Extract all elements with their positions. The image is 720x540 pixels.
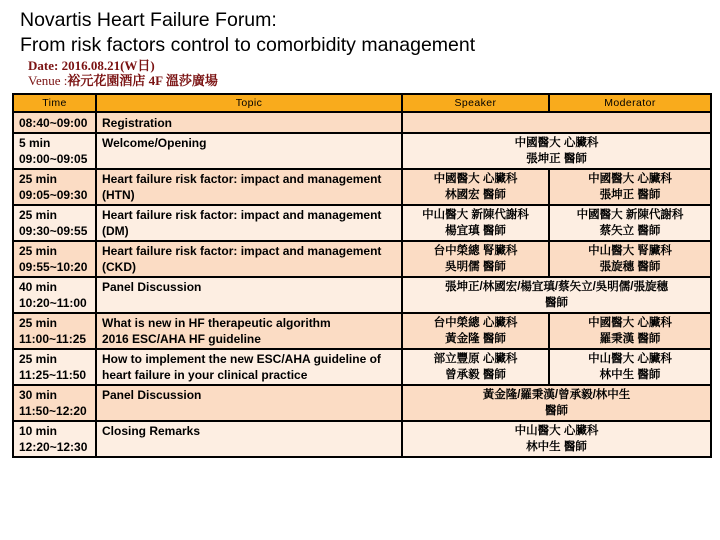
event-venue [28,73,218,88]
topic-cell [96,313,402,349]
time-range: 11:50~12:20 [19,404,87,418]
topic-cell [96,169,402,205]
column-header-moderator: Moderator [549,94,711,112]
time-range: 10:20~11:00 [19,296,87,310]
duration: 5 min [19,136,51,150]
event-date: Date: 2016.08.21(W日) [28,58,155,73]
time-cell [13,277,96,313]
table-row [13,349,711,385]
speaker-moderator-cell [402,112,711,133]
speaker-name: 林國宏 醫師 [445,189,506,201]
person-name: 林中生 醫師 [526,441,587,453]
topic-cell [96,349,402,385]
panelist-names: 張坤正/林國宏/楊宜瑱/蔡矢立/吳明儒/張旋穗 [445,281,668,293]
speaker-cell [402,241,549,277]
speaker-cell [402,169,549,205]
topic-text: Welcome/Opening [102,136,207,150]
moderator-affiliation: 中國醫大 新陳代謝科 [576,209,684,221]
speaker-affiliation: 中山醫大 新陳代謝科 [422,209,529,221]
time-range: 09:30~09:55 [19,224,88,238]
person-name: 張坤正 醫師 [526,153,587,165]
speaker-affiliation: 部立豐原 心臟科 [433,353,518,365]
speaker-affiliation: 台中榮總 腎臟科 [433,245,518,257]
table-row [13,241,711,277]
moderator-cell [549,349,711,385]
time-cell [13,169,96,205]
topic-text: Heart failure risk factor: impact and management [102,208,382,222]
table-row [13,133,711,169]
duration: 25 min [19,208,58,222]
table-row [13,112,711,133]
affiliation: 中國醫大 心臟科 [514,137,599,149]
table-row [13,205,711,241]
moderator-name: 張旋穗 醫師 [599,261,661,273]
moderator-cell [549,205,711,241]
title-line-1: Novartis Heart Failure Forum: [20,9,277,31]
agenda-table [12,93,712,458]
topic-text: Heart failure risk factor: impact and management [102,244,382,258]
time-cell [13,313,96,349]
table-row [13,313,711,349]
topic-text: Panel Discussion [102,280,202,294]
topic-cell [96,241,402,277]
topic-text: How to implement the new ESC/AHA guideline of [102,352,381,366]
panelist-title: 醫師 [545,297,568,309]
moderator-affiliation: 中山醫大 心臟科 [588,353,672,365]
speaker-name: 吳明儒 醫師 [445,261,506,273]
time-range: 09:05~09:30 [19,188,88,202]
duration: 25 min [19,172,58,186]
time-cell [13,205,96,241]
time-cell [13,241,96,277]
moderator-affiliation: 中山醫大 腎臟科 [588,245,672,257]
topic-subtext: (CKD) [102,260,136,274]
duration: 40 min [19,280,58,294]
topic-cell [96,205,402,241]
column-header-time: Time [13,94,96,112]
moderator-cell [549,169,711,205]
panelist-title: 醫師 [545,405,568,417]
topic-subtext: (DM) [102,224,129,238]
table-row [13,277,711,313]
table-row [13,421,711,457]
topic-text: Heart failure risk factor: impact and management [102,172,382,186]
panelists-cell [402,277,711,313]
duration: 30 min [19,388,58,402]
time-cell [13,112,96,133]
topic-text: Registration [102,115,173,130]
column-header-topic: Topic [96,94,402,112]
agenda-header-row [13,94,711,112]
speaker-affiliation: 中國醫大 心臟科 [433,173,518,185]
moderator-cell [549,241,711,277]
event-meta [28,58,218,88]
moderator-affiliation: 中國醫大 心臟科 [588,173,672,185]
time-range: 09:55~10:20 [19,260,88,274]
topic-subtext: heart failure in your clinical practice [102,368,308,382]
table-row [13,385,711,421]
topic-cell [96,385,402,421]
duration: 25 min [19,352,58,366]
time-range: 11:25~11:50 [19,368,87,382]
time-range: 08:40~09:00 [19,115,88,130]
moderator-cell [549,313,711,349]
table-row [13,169,711,205]
speaker-cell [402,349,549,385]
moderator-name: 羅秉漢 醫師 [599,333,661,345]
topic-subtext: (HTN) [102,188,135,202]
time-cell [13,421,96,457]
time-range: 12:20~12:30 [19,440,88,454]
topic-text: Closing Remarks [102,424,201,438]
topic-cell [96,133,402,169]
venue-label: Venue : [28,73,68,88]
speaker-name: 曾承毅 醫師 [445,369,506,381]
affiliation: 中山醫大 心臟科 [514,425,599,437]
time-range: 11:00~11:25 [19,332,87,346]
speaker-name: 楊宜瑱 醫師 [445,225,506,237]
time-cell [13,385,96,421]
speaker-affiliation: 台中榮總 心臟科 [433,317,518,329]
column-header-speaker: Speaker [402,94,549,112]
title-line-2: From risk factors control to comorbidity management [20,34,476,56]
moderator-name: 張坤正 醫師 [599,189,661,201]
panelists-cell [402,385,711,421]
topic-text: What is new in HF therapeutic algorithm [102,316,331,330]
speaker-name: 黃金隆 醫師 [445,333,506,345]
time-cell [13,133,96,169]
moderator-name: 蔡矢立 醫師 [599,225,661,237]
panelist-names: 黃金隆/羅秉漢/曾承毅/林中生 [482,389,631,401]
duration: 10 min [19,424,58,438]
moderator-affiliation: 中國醫大 心臟科 [588,317,672,329]
topic-cell [96,277,402,313]
duration: 25 min [19,244,58,258]
time-range: 09:00~09:05 [19,152,88,166]
speaker-moderator-cell [402,133,711,169]
venue-value: 裕元花園酒店 4F 溫莎廣場 [67,73,218,88]
duration: 25 min [19,316,58,330]
time-cell [13,349,96,385]
topic-text: Panel Discussion [102,388,202,402]
topic-cell [96,112,402,133]
page-title [20,8,475,58]
speaker-moderator-cell [402,421,711,457]
speaker-cell [402,205,549,241]
speaker-cell [402,313,549,349]
topic-cell [96,421,402,457]
moderator-name: 林中生 醫師 [599,369,661,381]
topic-subtext: 2016 ESC/AHA HF guideline [102,332,261,346]
